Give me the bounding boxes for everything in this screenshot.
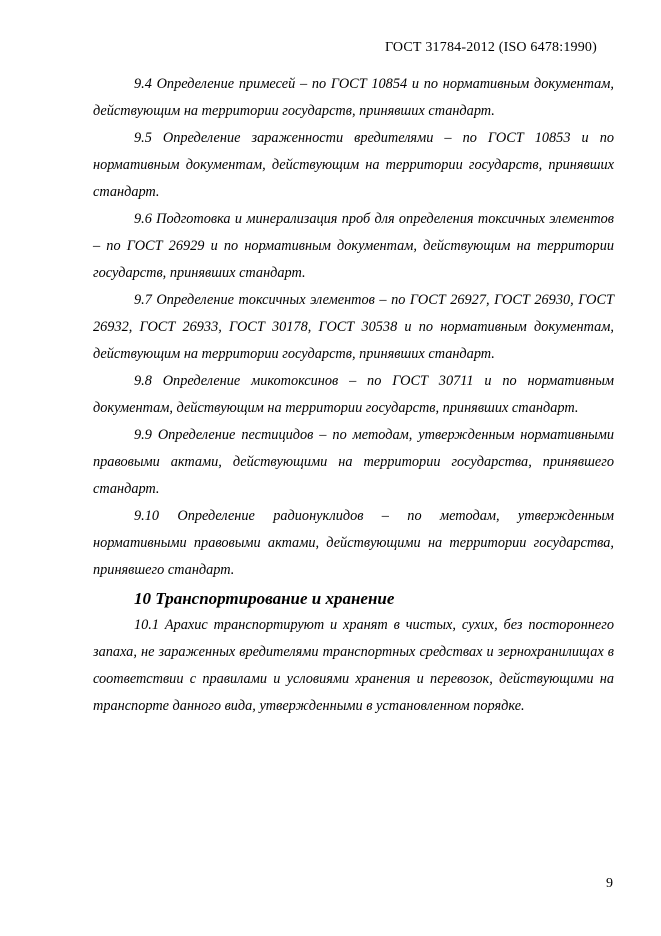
- paragraph-9-6: 9.6 Подготовка и минерализация проб для определения токсичных элементов – по ГОСТ 26929 и по нормативным документам, действующим на территории государств, принявших стандарт.: [93, 211, 614, 281]
- document-body: [93, 71, 614, 720]
- paragraph-9-5: 9.5 Определение зараженности вредителями – по ГОСТ 10853 и по нормативным документам, действующим на территории государств, принявших стандарт.: [93, 130, 614, 200]
- document-header: ГОСТ 31784-2012 (ISO 6478:1990): [384, 40, 597, 55]
- paragraph-9-8: 9.8 Определение микотоксинов – по ГОСТ 30711 и по нормативным документам, действующим на территории государств, принявших стандарт.: [93, 373, 614, 416]
- paragraph-9-9: 9.9 Определение пестицидов – по методам, утвержденным нормативными правовыми актами, действующими на территории государства, принявшего стандарт.: [93, 427, 614, 497]
- paragraph-10-1: 10.1 Арахис транспортируют и хранят в чистых, сухих, без постороннего запаха, не зараженных вредителями транспортных средствах и зернохранилищах в соответствии с правилами и условиями хранения и перевозок, действующими на транспорте данного вида, утвержденными в установленном порядке.: [93, 617, 614, 714]
- paragraph-9-4: 9.4 Определение примесей – по ГОСТ 10854 и по нормативным документам, действующим на территории государств, принявших стандарт.: [93, 76, 614, 119]
- paragraph-9-10: 9.10 Определение радионуклидов – по методам, утвержденным нормативными правовыми актами, действующими на территории государства, принявшего стандарт.: [93, 508, 614, 578]
- section-heading: 10 Транспортирование и хранение: [134, 589, 395, 608]
- page-number: 9: [606, 876, 613, 891]
- paragraph-9-7: 9.7 Определение токсичных элементов – по ГОСТ 26927, ГОСТ 26930, ГОСТ 26932, ГОСТ 26933, ГОСТ 30178, ГОСТ 30538 и по нормативным документам, действующим на территории государств, принявших стандарт.: [93, 292, 614, 362]
